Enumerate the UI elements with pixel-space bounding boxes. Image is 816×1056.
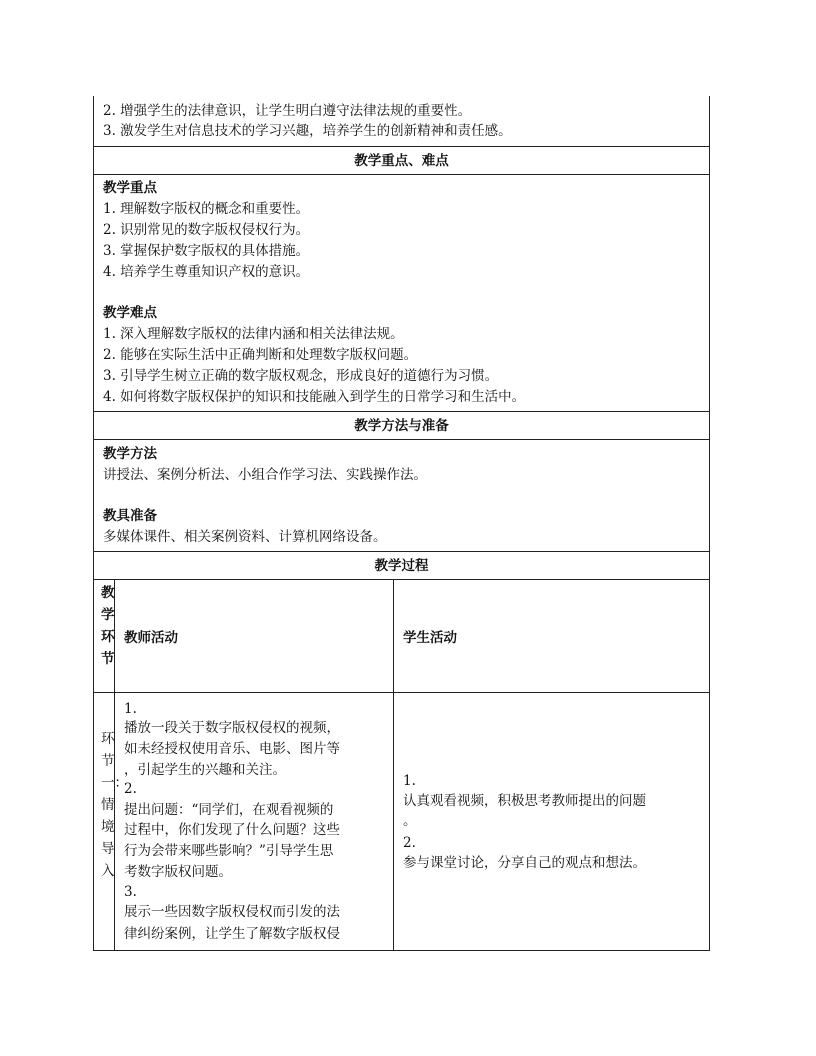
teacher-activity-line: 2. [124, 781, 137, 797]
teacher-activity-line: 律纠纷案例，让学生了解数字版权侵 [124, 926, 340, 942]
student-activity-line: 1. [403, 773, 416, 789]
methods-text: 讲授法、案例分析法、小组合作学习法、实践操作法。 [103, 467, 427, 483]
prep-title: 教具准备 [103, 508, 157, 524]
key-points-title: 教学重点 [103, 180, 157, 196]
row-divider [93, 579, 710, 580]
section-header-methods: 教学方法与准备 [354, 418, 449, 434]
objective-item-3: 3. 激发学生对信息技术的学习兴趣，培养学生的创新精神和责任感。 [103, 123, 512, 139]
objective-item-2: 2. 增强学生的法律意识，让学生明白遵守法律法规的重要性。 [103, 103, 472, 119]
difficult-points-title: 教学难点 [103, 305, 157, 321]
row-divider [93, 174, 710, 175]
student-activity-line: 认真观看视频，积极思考教师提出的问题 [403, 793, 646, 809]
section-header-key-points: 教学重点、难点 [354, 153, 449, 169]
teacher-activity-line: 如未经授权使用音乐、电影、图片等 [124, 741, 340, 757]
teacher-activity-line: 展示一些因数字版权侵权而引发的法 [124, 904, 340, 920]
difficult-point-item: 4. 如何将数字版权保护的知识和技能融入到学生的日常学习和生活中。 [103, 389, 526, 405]
stage-label: 环节一：情境导入 [101, 731, 128, 879]
row-divider [93, 692, 710, 693]
difficult-point-item: 1. 深入理解数字版权的法律内涵和相关法律法规。 [103, 326, 404, 342]
key-point-item: 4. 培养学生尊重知识产权的意识。 [103, 264, 310, 280]
teacher-activity-line: 行为会带来哪些影响？”引导学生思 [124, 843, 334, 859]
student-activity-line: 参与课堂讨论，分享自己的观点和想法。 [403, 855, 646, 871]
teacher-activity-line: 播放一段关于数字版权侵权的视频， [124, 720, 340, 736]
key-point-item: 3. 掌握保护数字版权的具体措施。 [103, 243, 310, 259]
row-divider [93, 411, 710, 412]
teacher-activity-line: 3. [124, 884, 137, 900]
key-point-item: 2. 识别常见的数字版权侵权行为。 [103, 222, 310, 238]
row-divider [93, 551, 710, 552]
student-activity-line: 2. [403, 835, 416, 851]
teacher-activity-line: 过程中，你们发现了什么问题？这些 [124, 822, 340, 838]
col-header-teacher: 教师活动 [124, 630, 178, 646]
teacher-activity-line: ，引起学生的兴趣和关注。 [124, 762, 286, 778]
key-point-item: 1. 理解数字版权的概念和重要性。 [103, 201, 310, 217]
difficult-point-item: 3. 引导学生树立正确的数字版权观念，形成良好的道德行为习惯。 [103, 368, 499, 384]
prep-text: 多媒体课件、相关案例资料、计算机网络设备。 [103, 529, 387, 545]
student-activity-line: 。 [403, 813, 417, 829]
difficult-point-item: 2. 能够在实际生活中正确判断和处理数字版权问题。 [103, 347, 418, 363]
col-header-stage: 教学环节 [101, 585, 115, 667]
section-header-process: 教学过程 [374, 558, 429, 574]
row-divider [93, 439, 710, 440]
col-header-student: 学生活动 [403, 630, 457, 646]
methods-title: 教学方法 [103, 446, 157, 462]
teacher-activity-line: 考数字版权问题。 [124, 864, 232, 880]
row-divider [93, 146, 710, 147]
col-divider [393, 579, 394, 951]
teacher-activity-line: 1. [124, 701, 137, 717]
teacher-activity-line: 提出问题：“同学们，在观看视频的 [124, 802, 334, 818]
